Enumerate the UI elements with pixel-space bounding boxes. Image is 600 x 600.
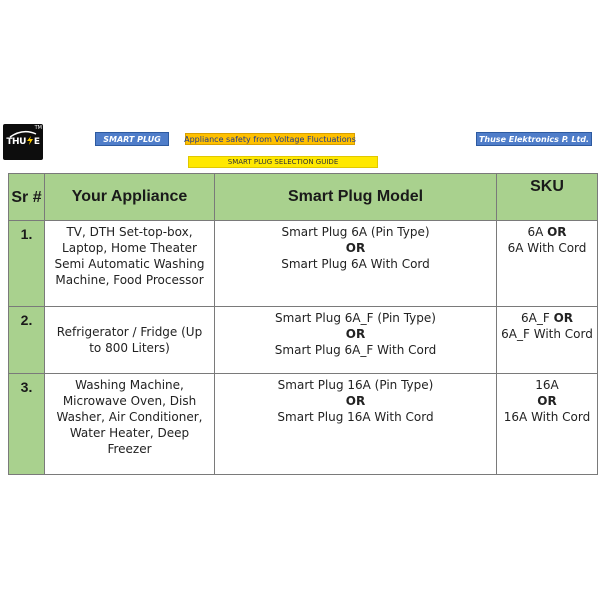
row-model [215,221,497,307]
product-tag: SMART PLUG [95,132,169,146]
header-sr [9,174,45,221]
header-appliance: Your Appliance [45,174,215,221]
row-appliance: Refrigerator / Fridge (Up to 800 Liters) [45,307,215,374]
row-sr: 1. [9,221,45,307]
table-row [9,221,598,307]
row-sku [497,374,598,475]
table-row [9,374,598,475]
sku-option-1: 6A [527,225,544,239]
model-option-2: Smart Plug 6A_F With Cord [274,343,437,357]
table-row [9,307,598,374]
logo-trademark: TM [34,125,42,131]
header-sr-label: Sr # [11,188,42,206]
sku-or: OR [553,311,574,325]
row-model [215,307,497,374]
logo-letters: THU [6,137,26,147]
row-appliance: TV, DTH Set-top-box, Laptop, Home Theater Semi Automatic Washing Machine, Food Processor [45,221,215,307]
row-sr: 2. [9,307,45,374]
header-sku: SKU [497,174,598,221]
sku-option-2: 16A With Cord [503,410,591,424]
sku-option-2: 6A_F With Cord [501,327,593,341]
guide-title: SMART PLUG SELECTION GUIDE [188,156,378,168]
sku-option-2: 6A With Cord [507,241,587,255]
row-sku [497,307,598,374]
header-model: Smart Plug Model [215,174,497,221]
model-option-2: Smart Plug 6A With Cord [281,257,430,271]
lightning-icon [26,136,34,145]
model-option-2: Smart Plug 16A With Cord [277,410,434,424]
company-logo [3,124,43,160]
model-or: OR [345,241,366,255]
row-appliance: Washing Machine, Microwave Oven, Dish Washer, Air Conditioner, Water Heater, Deep Freezer [45,374,215,475]
row-sku [497,221,598,307]
model-or: OR [345,394,366,408]
row-sr: 3. [9,374,45,475]
model-option-1: Smart Plug 16A (Pin Type) [277,378,434,392]
model-option-1: Smart Plug 6A (Pin Type) [281,225,430,239]
logo-text: THU E [6,137,40,147]
tagline-banner: Appliance safety from Voltage Fluctuations [184,134,356,144]
sku-or: OR [537,394,557,408]
sku-option-1: 6A_F [520,311,550,325]
selection-guide-table [8,173,598,475]
company-name-tag: Thuse Elektronics P. Ltd. [476,132,592,146]
sku-or: OR [547,225,567,239]
table-header-row [9,174,598,221]
sku-option-1: 16A [535,378,559,392]
model-option-1: Smart Plug 6A_F (Pin Type) [275,311,436,325]
model-or: OR [345,327,366,341]
row-model [215,374,497,475]
